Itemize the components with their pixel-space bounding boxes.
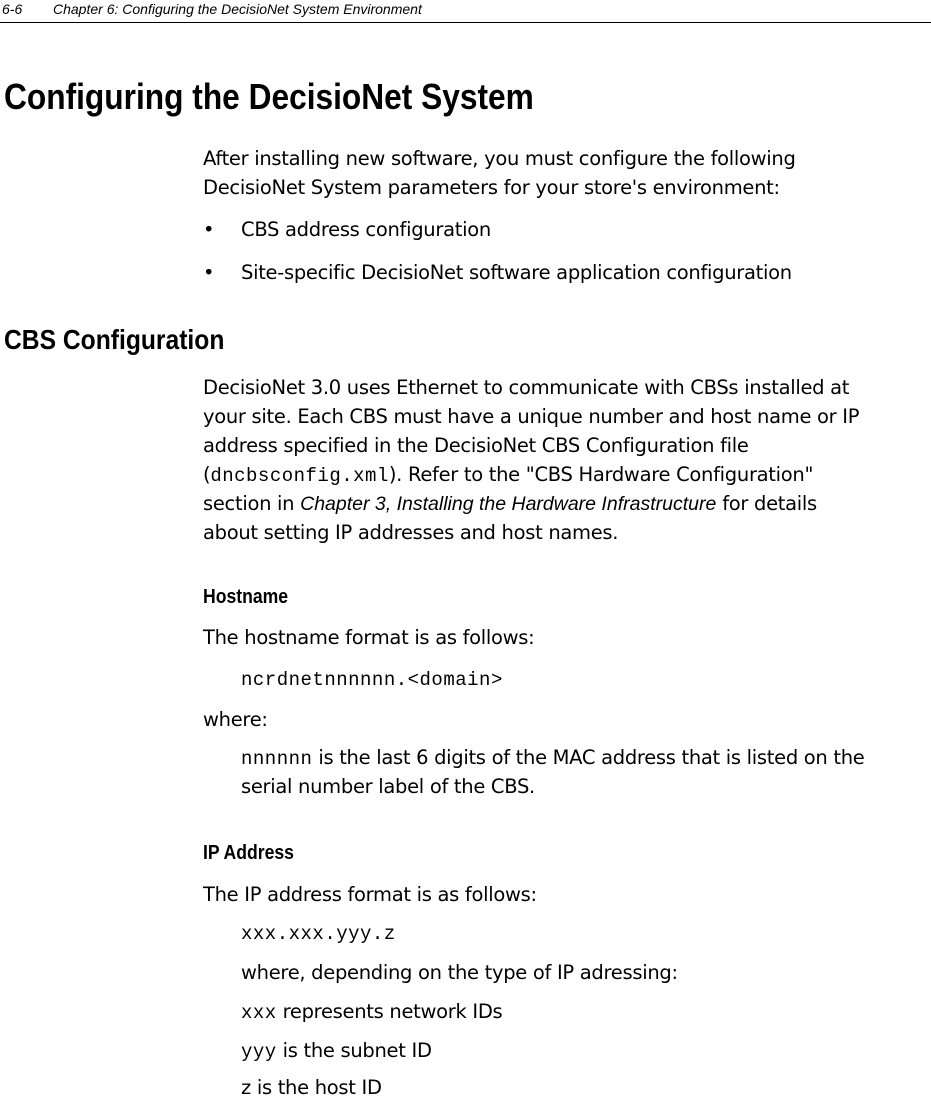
hostname-description-line-2: serial number label of the CBS. [241,775,535,798]
intro-line-1: After installing new software, you must configure the following [203,147,796,170]
section-title-cbs-configuration: CBS Configuration [4,324,225,355]
bullet-item-cbs-address: CBS address configuration [241,218,491,241]
ip-var-xxx: xxx [241,1002,277,1024]
bullet-item-site-specific: Site-specific DecisioNet software application configuration [241,261,792,284]
ip-item-network-ids: xxx represents network IDs [241,1000,503,1024]
chapter-title: Chapter 6: Configuring the DecisioNet System Environment [53,1,422,17]
intro-line-2: DecisioNet System parameters for your store's environment: [203,176,780,199]
cbs-para-line-1: DecisioNet 3.0 uses Ethernet to communicate with CBSs installed at [203,376,850,399]
cbs-para-line-4: (dncbsconfig.xml). Refer to the "CBS Hardware Configuration" [203,463,814,487]
hostname-var: nnnnnn [241,748,313,770]
cbs-para-line-5: section in Chapter 3, Installing the Hardware Infrastructure for details [203,492,817,515]
ip-where-text: where, depending on the type of IP adressing: [241,961,678,984]
hostname-format-intro: The hostname format is as follows: [203,626,535,649]
bullet-symbol: • [203,261,215,284]
hostname-where-label: where: [203,708,268,731]
subsection-title-hostname: Hostname [203,586,289,608]
ip-format-intro: The IP address format is as follows: [203,883,537,906]
chapter-reference: Chapter 3, Installing the Hardware Infrastructure [300,493,717,515]
config-filename: dncbsconfig.xml [210,465,389,487]
cbs-para-line-2: your site. Each CBS must have a unique number and host name or IP [203,405,860,428]
ip-format: xxx.xxx.yyy.z [241,923,396,945]
subsection-title-ip-address: IP Address [203,842,294,864]
ip-item-subnet-id: yyy is the subnet ID [241,1039,432,1063]
ip-var-yyy: yyy [241,1041,277,1063]
section-title-configuring: Configuring the DecisioNet System [4,76,534,117]
hostname-format: ncrdnetnnnnnn.<domain> [241,669,503,691]
bullet-symbol: • [203,218,215,241]
ip-item-host-id: z is the host ID [241,1076,382,1099]
cbs-para-line-6: about setting IP addresses and host names. [203,521,619,544]
page-number: 6-6 [2,1,23,17]
cbs-para-line-3: address specified in the DecisioNet CBS Configuration file [203,434,749,457]
hostname-description-line-1: nnnnnn is the last 6 digits of the MAC address that is listed on the [241,746,865,770]
running-header [0,0,931,23]
